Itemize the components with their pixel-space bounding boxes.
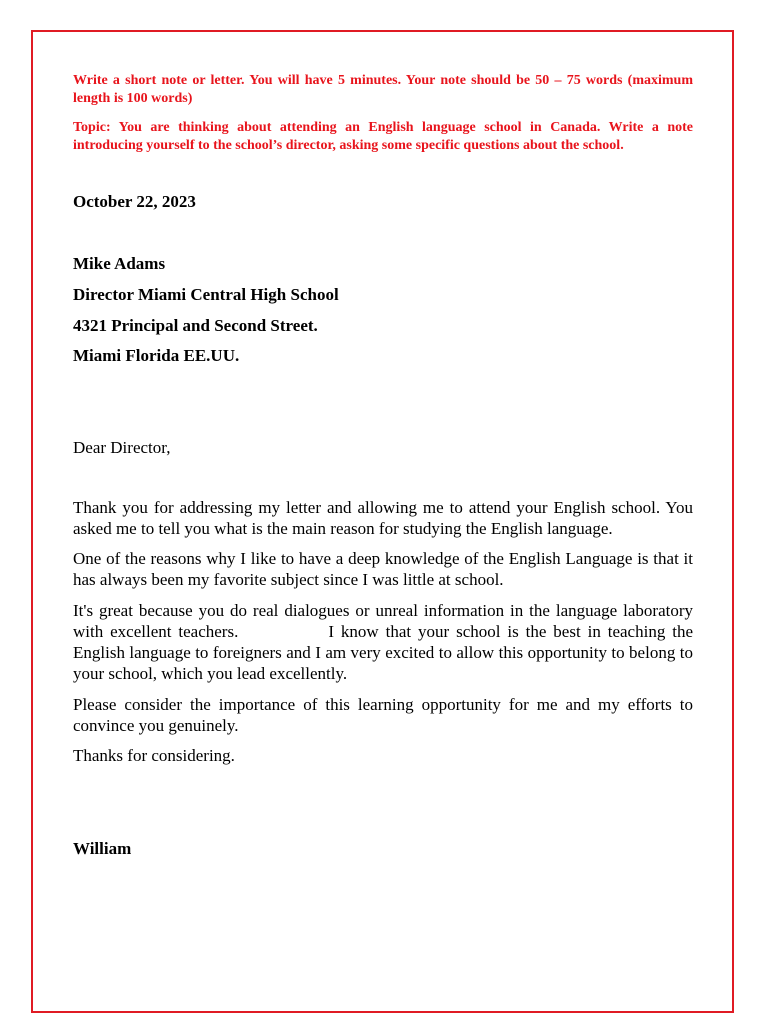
paragraph-5: Thanks for considering. bbox=[73, 746, 235, 765]
paragraph-1: Thank you for addressing my letter and allowing me to attend your English school. You asked me to tell you what is the main reason for studying the English language. bbox=[73, 498, 693, 538]
salutation: Dear Director, bbox=[73, 438, 171, 457]
paragraph-3-part-1: It's great because you do real dialogues or unreal information in the language laboratory with excellent teachers. bbox=[73, 601, 693, 641]
paragraph-3 bbox=[73, 600, 693, 684]
recipient-city: Miami Florida EE.UU. bbox=[73, 346, 240, 365]
recipient-name: Mike Adams bbox=[73, 254, 166, 273]
letter-date: October 22, 2023 bbox=[73, 192, 196, 211]
paragraph-2: One of the reasons why I like to have a deep knowledge of the English Language is that it has always been my favorite subject since I was little at school. bbox=[73, 549, 693, 589]
topic-text: Topic: You are thinking about attending an English language school in Canada. Write a note introducing yourself to the school’s director, asking some specific questions about the school. bbox=[73, 120, 693, 153]
instruction-text: Write a short note or letter. You will have 5 minutes. Your note should be 50 – 75 words (maximum length is 100 words) bbox=[73, 73, 693, 106]
paragraph-3-part-2: I know that your school is the best in teaching the English language to foreigners and I am very excited to allow this opportunity to belong to your school, which you lead excellently. bbox=[73, 622, 693, 683]
recipient-title: Director Miami Central High School bbox=[73, 285, 339, 304]
recipient-street: 4321 Principal and Second Street. bbox=[73, 316, 318, 335]
paragraph-4: Please consider the importance of this learning opportunity for me and my efforts to convince you genuinely. bbox=[73, 695, 693, 735]
signature: William bbox=[73, 839, 132, 858]
